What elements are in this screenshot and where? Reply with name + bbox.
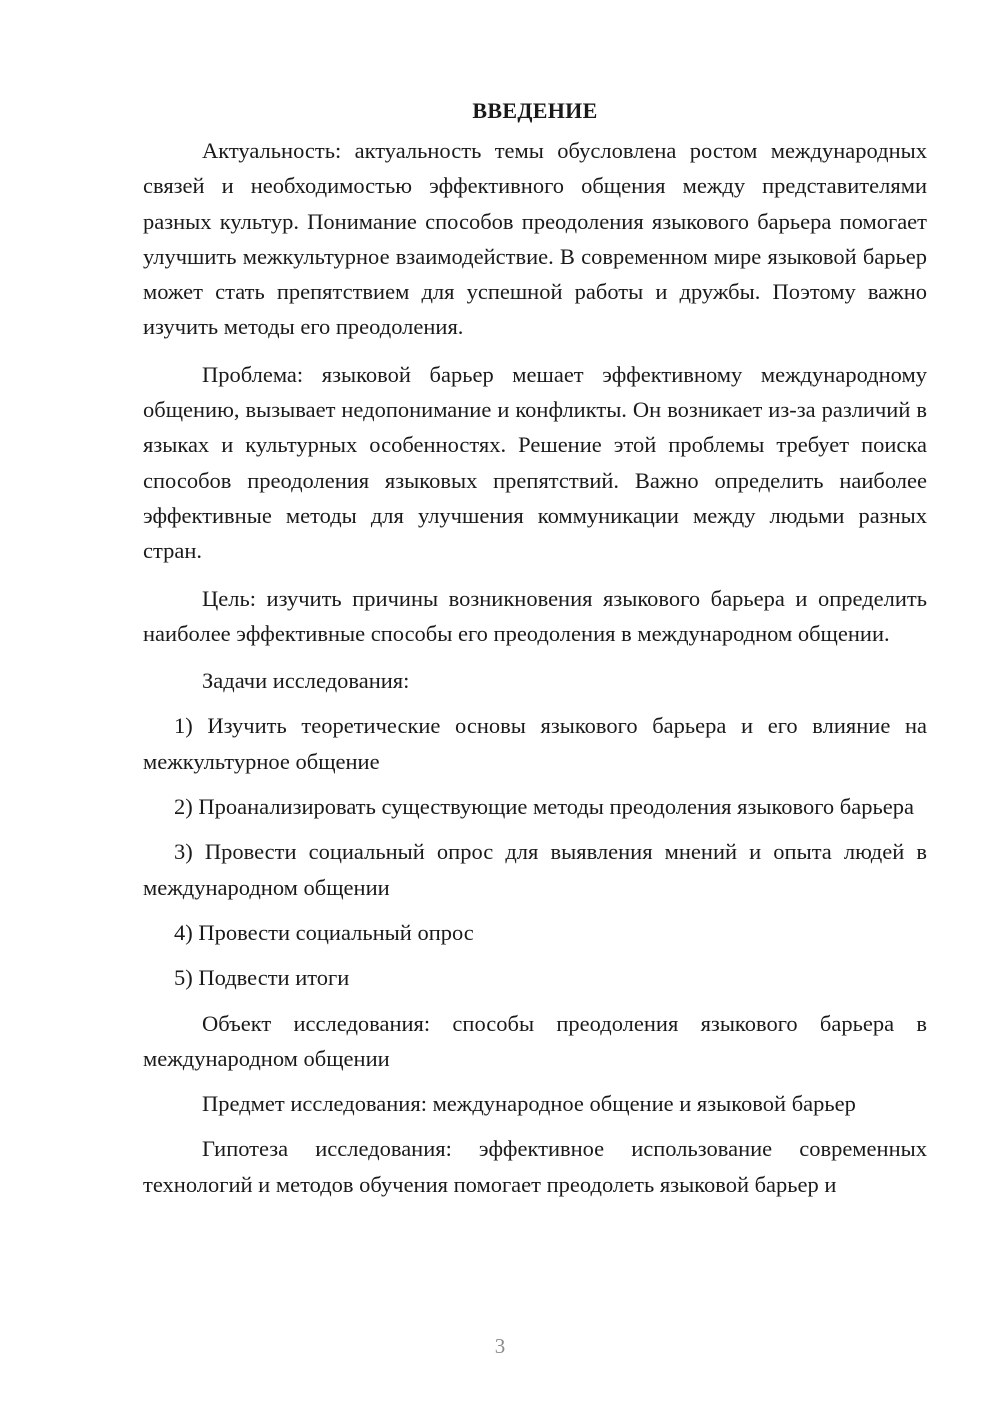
page-title: ВВЕДЕНИЕ (472, 98, 598, 123)
list-item: 4) Провести социальный опрос (174, 919, 474, 945)
goal-paragraph: Цель: изучить причины возникновения языкового барьера и определить наиболее эффективные способы его преодоления в международном общении. (143, 585, 927, 646)
tasks-heading: Задачи исследования: (202, 668, 410, 694)
relevance-paragraph: Актуальность: актуальность темы обусловлена ростом международных связей и необходимостью эффективного общения между представителями разных культур. Понимание способов преодоления языкового барьера помогает улучшить межкультурное взаимодействие. В современном мире языковой барьер может стать препятствием для успешной работы и дружбы. Поэтому важно изучить методы его преодоления. (143, 138, 927, 340)
page-number: 3 (494, 1334, 506, 1358)
list-item: 2) Проанализировать существующие методы преодоления языкового барьера (174, 794, 914, 820)
list-item: 5) Подвести итоги (174, 965, 350, 991)
list-item: 1) Изучить теоретические основы языкового барьера и его влияние на межкультурное общение (143, 713, 927, 774)
hypothesis-paragraph: Гипотеза исследования: эффективное использование современных технологий и методов обучения помогает преодолеть языковой барьер и (143, 1136, 927, 1197)
problem-paragraph: Проблема: языковой барьер мешает эффективному международному общению, вызывает недопонимание и конфликты. Он возникает из-за различий в языках и культурных особенностях. Решение этой проблемы требует поиска способов преодоления языковых препятствий. Важно определить наиболее эффективные методы для улучшения коммуникации между людьми разных стран. (143, 361, 927, 564)
object-paragraph: Объект исследования: способы преодоления языкового барьера в международном общении (143, 1010, 927, 1071)
list-item: 3) Провести социальный опрос для выявления мнений и опыта людей в международном общении (143, 839, 927, 900)
subject-paragraph: Предмет исследования: международное общение и языковой барьер (202, 1091, 856, 1117)
document-page (143, 95, 927, 1202)
tasks-list (143, 708, 927, 995)
